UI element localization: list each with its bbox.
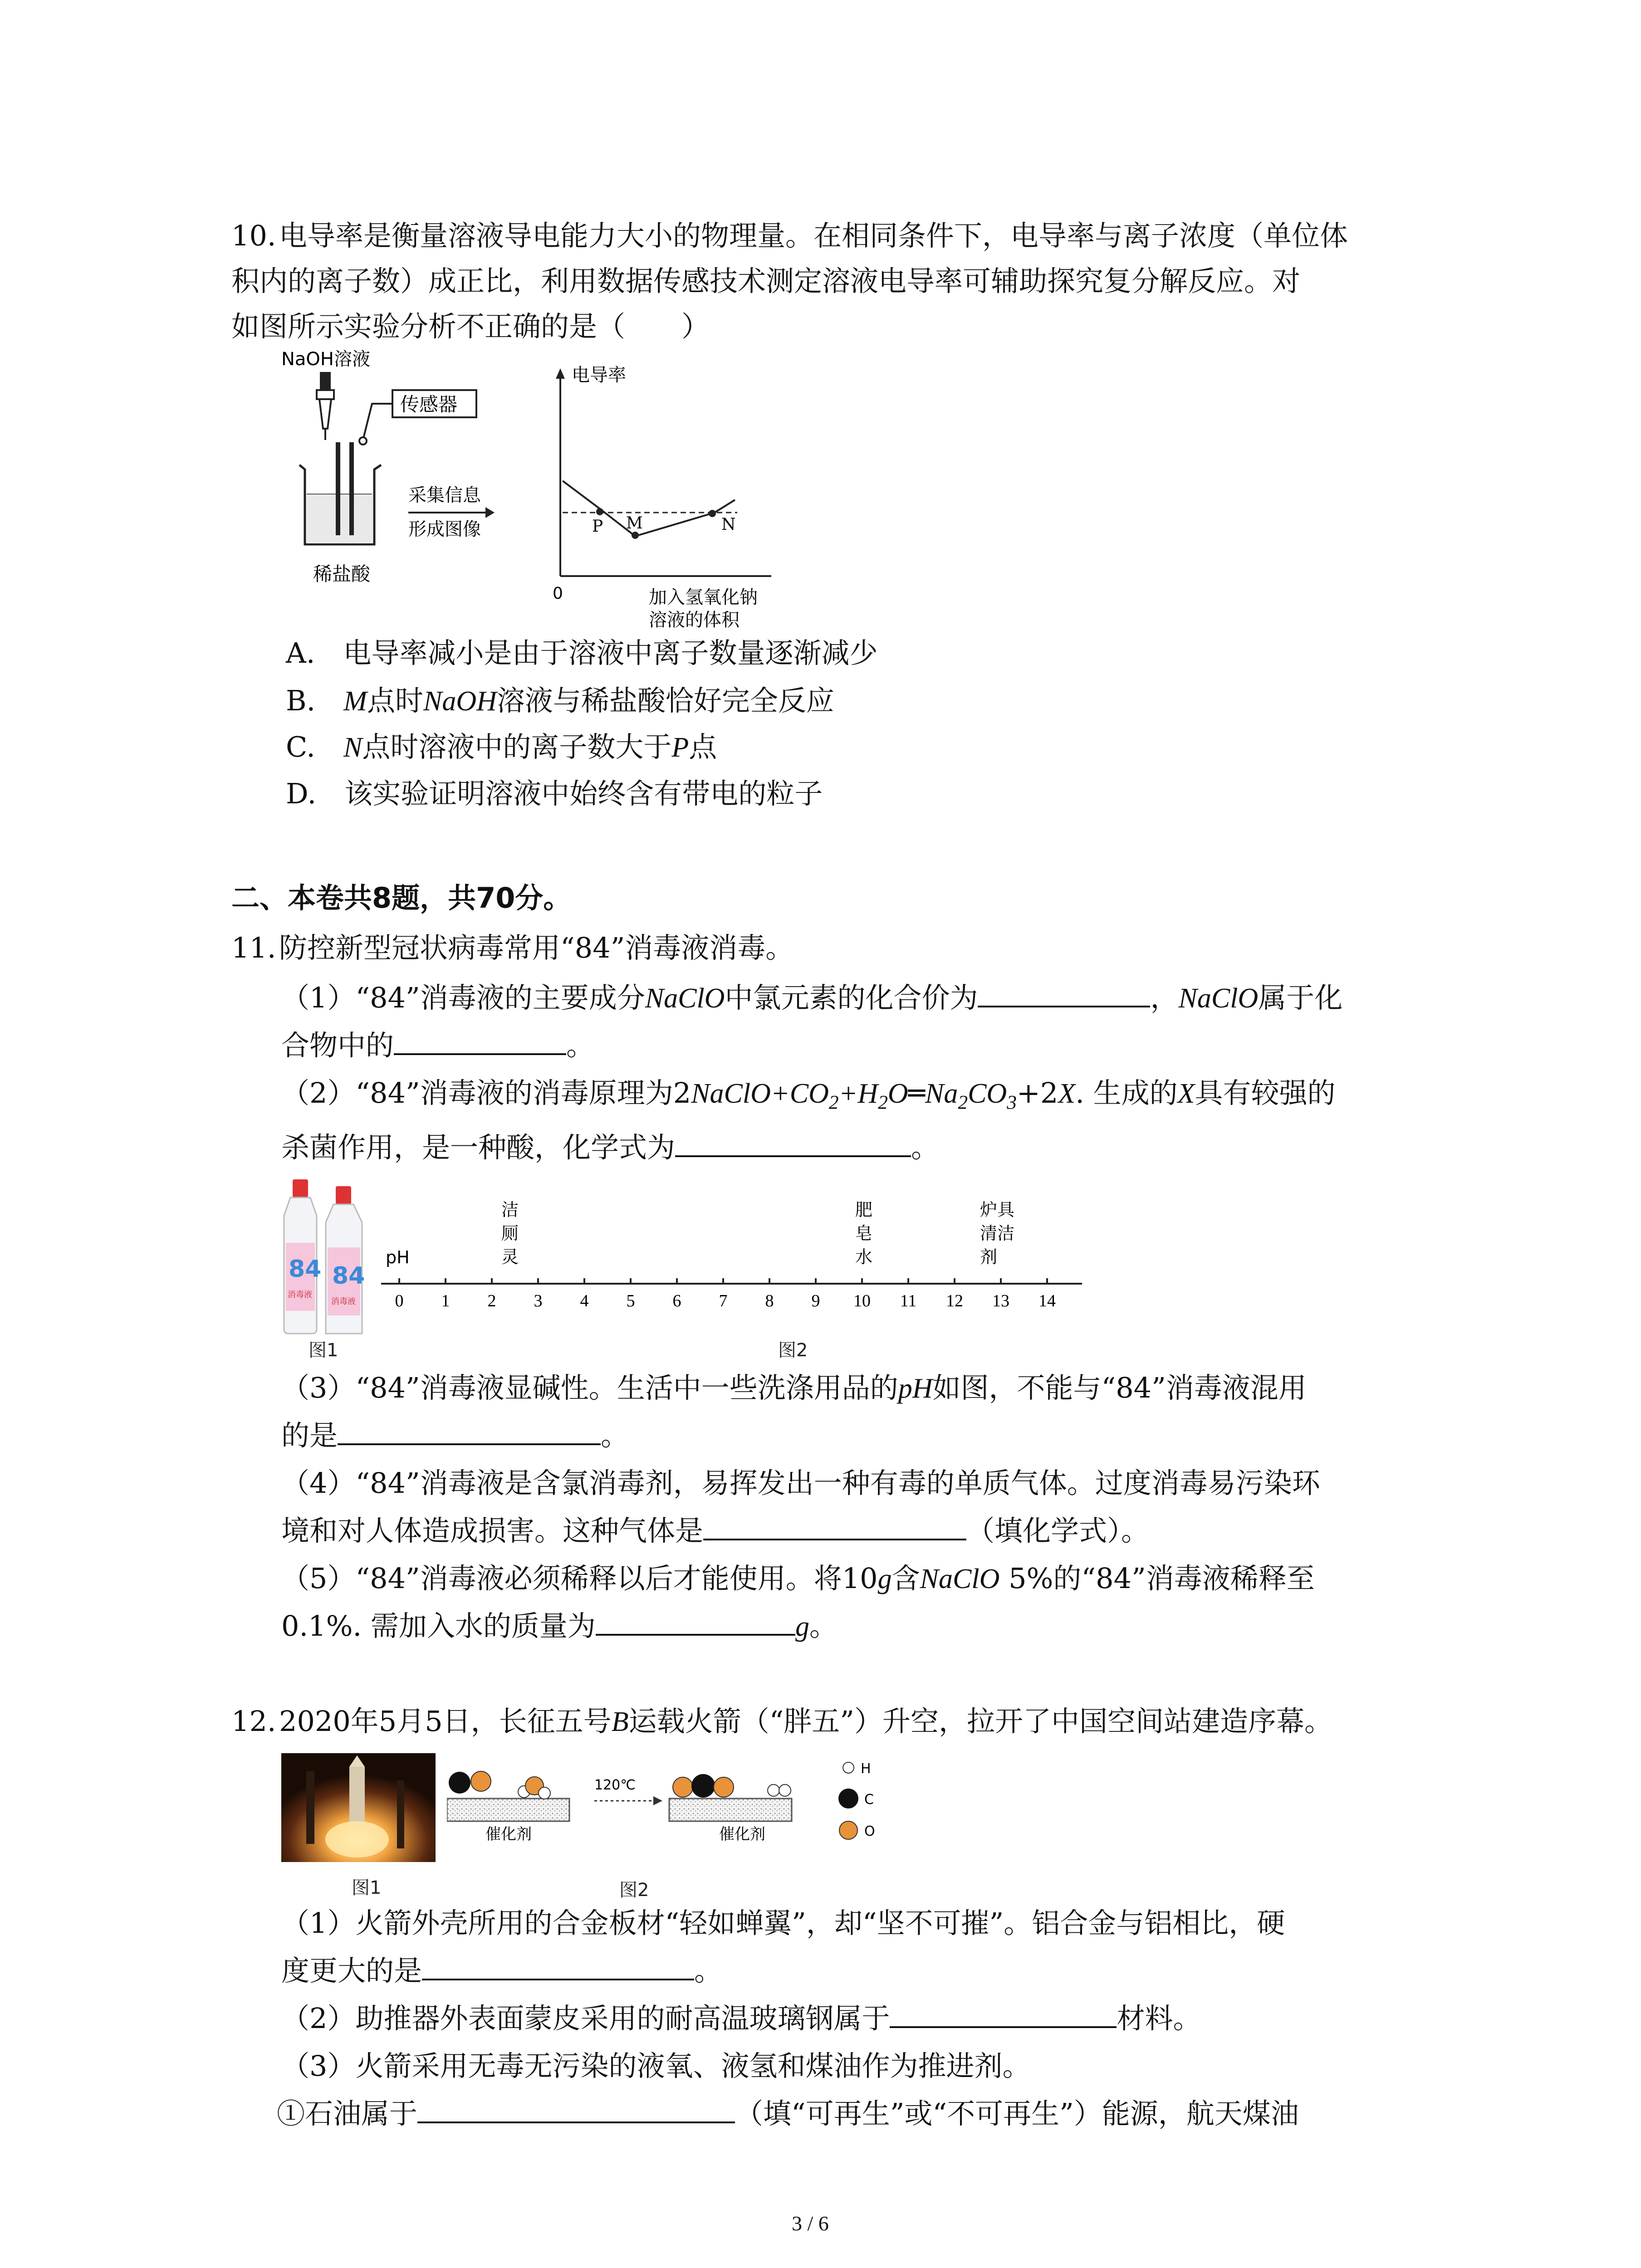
svg-text:消毒液: 消毒液 [331, 1297, 356, 1306]
ph-tick-label: 3 [534, 1291, 543, 1310]
q12-blank-1[interactable] [422, 1949, 694, 1980]
svg-text:M: M [626, 514, 643, 533]
legend-h-icon [843, 1762, 854, 1773]
catalyst-right [669, 1799, 792, 1821]
q12-part2: （2）助推器外表面蒙皮采用的耐高温玻璃钢属于 材料。 [281, 1996, 1201, 2041]
ph-tick-label: 2 [487, 1291, 496, 1310]
q11-number: 11. [231, 931, 276, 964]
q12-part1-line1: （1）火箭外壳所用的合金板材“轻如蝉翼”，却“坚不可摧”。铝合金与铝相比，硬 [281, 1906, 1285, 1940]
svg-text:采集信息: 采集信息 [408, 485, 481, 506]
ph-tick-label: 0 [395, 1291, 404, 1310]
ph-tick-label: 10 [853, 1291, 871, 1310]
q12-blank-2[interactable] [890, 1996, 1117, 2028]
q11-blank-5[interactable] [703, 1509, 966, 1540]
point-m [632, 532, 639, 539]
svg-text:C: C [864, 1792, 874, 1808]
q11-part4-line2: 境和对人体造成损害。这种气体是 （填化学式）。 [281, 1508, 1149, 1554]
q12-part3-sub1: ①石油属于 （填“可再生”或“不可再生”）能源，航天煤油 [277, 2091, 1299, 2136]
q10-stem-line1: 电导率是衡量溶液导电能力大小的物理量。在相同条件下，电导率与离子浓度（单位体 [279, 219, 1348, 252]
rocket-body [349, 1767, 365, 1826]
q11-blank-1[interactable] [978, 976, 1150, 1007]
dropper-bulb [320, 372, 331, 390]
q11-part5-line1: （5）“84”消毒液必须稀释以后才能使用。将10g含NaClO 5%的“84”消毒液稀释至 [281, 1562, 1315, 1595]
q12-fig1-label: 图1 [352, 1877, 382, 1898]
svg-text:皂: 皂 [855, 1223, 873, 1243]
q10-option-d: D. 该实验证明溶液中始终含有带电的粒子 [286, 777, 823, 810]
bottle-cap-1 [293, 1179, 308, 1198]
svg-text:水: 水 [855, 1247, 873, 1267]
svg-text:84: 84 [332, 1262, 365, 1290]
svg-text:溶液的体积: 溶液的体积 [649, 610, 740, 631]
bottle-cap-2 [336, 1186, 351, 1204]
q11-blank-2[interactable] [394, 1023, 566, 1055]
svg-text:炉具: 炉具 [980, 1200, 1015, 1220]
q11-blank-6[interactable] [596, 1604, 795, 1636]
ph-tick-label: 5 [626, 1291, 635, 1310]
svg-text:H: H [861, 1761, 871, 1777]
q10-option-a: A. 电导率减小是由于溶液中离子数量逐渐减少 [286, 636, 878, 670]
q12-number: 12. [231, 1705, 276, 1738]
point-n [709, 510, 716, 517]
svg-text:剂: 剂 [980, 1247, 998, 1267]
x-axis-label: 加入氢氧化钠 [649, 587, 758, 608]
q11-ph-scale-figure [381, 1198, 1098, 1334]
q11-part3-line1: （3）“84”消毒液显碱性。生活中一些洗涤用品的pH如图，不能与“84”消毒液混用 [281, 1371, 1307, 1404]
launch-tower-2 [397, 1780, 404, 1848]
ph-tick-label: 1 [441, 1291, 450, 1310]
q12-stem: 2020年5月5日，长征五号B运载火箭（“胖五”）升空，拉开了中国空间站建造序幕。 [279, 1705, 1332, 1738]
ph-tick-label: 9 [811, 1291, 820, 1310]
q11-fig2-label: 图2 [778, 1340, 808, 1361]
ph-tick-label: 7 [719, 1291, 728, 1310]
q11-part1-line2: 合物中的 。 [281, 1023, 594, 1068]
svg-text:O: O [864, 1823, 875, 1839]
carbon-atom [449, 1772, 470, 1794]
svg-text:P: P [592, 517, 603, 536]
q11-part2-line1: （2）“84”消毒液的消毒原理为$2NaClO+CO_2+H_2O═Na_2CO_3+2X$. 生成的X具有较强的 [281, 1076, 1336, 1114]
q11-part5-line2: 0.1%. 需加入水的质量为 g。 [281, 1603, 838, 1649]
svg-text:厕: 厕 [501, 1223, 519, 1243]
q11-part4-line1: （4）“84”消毒液是含氯消毒剂，易挥发出一种有毒的单质气体。过度消毒易污染环 [281, 1466, 1320, 1500]
q11-part3-line2: 的是 。 [281, 1413, 629, 1458]
page-number: 3 / 6 [792, 2212, 829, 2235]
q11-part1-line1: （1）“84”消毒液的主要成分NaClO中氯元素的化合价为 ，NaClO属于化 [281, 975, 1342, 1021]
point-p [596, 508, 603, 515]
svg-text:催化剂: 催化剂 [485, 1825, 532, 1843]
q10-option-c: C. N点时溶液中的离子数大于P点 [286, 730, 717, 763]
acid-label: 稀盐酸 [313, 563, 371, 585]
svg-text:肥: 肥 [855, 1200, 873, 1220]
q12-blank-3[interactable] [417, 2092, 735, 2123]
q10-stem-line3: 如图所示实验分析不正确的是（ ） [231, 310, 710, 343]
ph-tick-label: 13 [992, 1291, 1009, 1310]
conductivity-curve [563, 481, 735, 536]
ph-label: pH [386, 1247, 410, 1267]
ph-tick-label: 4 [580, 1291, 589, 1310]
svg-text:催化剂: 催化剂 [719, 1825, 765, 1843]
svg-text:形成图像: 形成图像 [408, 519, 481, 540]
q12-reaction-diagram [447, 1758, 910, 1862]
q10-number: 10. [231, 219, 276, 252]
q11-blank-3[interactable] [675, 1125, 911, 1157]
q10-stem-line2: 积内的离子数）成正比，利用数据传感技术测定溶液电导率可辅助探究复分解反应。对 [231, 264, 1301, 298]
q11-stem: 防控新型冠状病毒常用“84”消毒液消毒。 [279, 931, 794, 964]
ph-tick-label: 14 [1038, 1291, 1056, 1310]
q11-part2-line2: 杀菌作用，是一种酸，化学式为 。 [281, 1125, 939, 1170]
ph-tick-label: 8 [765, 1291, 774, 1310]
q11-blank-4[interactable] [338, 1413, 601, 1445]
temperature-label: 120℃ [594, 1777, 636, 1793]
section-2-title: 二、本卷共8题，共70分。 [231, 881, 572, 914]
sensor-label: 传感器 [400, 393, 458, 415]
ph-tick-label: 11 [900, 1291, 917, 1310]
svg-text:洁: 洁 [501, 1200, 519, 1220]
legend-c-icon [838, 1789, 858, 1809]
ph-tick-label: 12 [946, 1291, 963, 1310]
q10-option-b: B. M点时NaOH溶液与稀盐酸恰好完全反应 [286, 684, 834, 717]
launch-tower-1 [306, 1771, 314, 1844]
ph-tick-label: 6 [672, 1291, 681, 1310]
legend-o-icon [839, 1821, 857, 1839]
catalyst-left [447, 1799, 569, 1821]
q12-rocket-photo [281, 1753, 436, 1862]
svg-text:N: N [721, 515, 736, 534]
svg-text:灵: 灵 [501, 1247, 519, 1267]
svg-text:消毒液: 消毒液 [288, 1290, 312, 1300]
origin-label: 0 [553, 584, 563, 603]
q12-part3: （3）火箭采用无毒无污染的液氧、液氢和煤油作为推进剂。 [281, 2049, 1031, 2082]
oxygen-atom [471, 1771, 491, 1791]
naoh-label: NaOH溶液 [281, 349, 370, 370]
q11-fig1-label: 图1 [309, 1340, 338, 1361]
q12-fig2-label: 图2 [619, 1880, 649, 1901]
q12-part1-line2: 度更大的是 。 [281, 1948, 722, 1994]
svg-text:84: 84 [289, 1256, 322, 1283]
svg-text:清洁: 清洁 [980, 1223, 1015, 1243]
y-axis-label: 电导率 [572, 365, 626, 386]
q10-experiment-figure [272, 345, 794, 635]
q11-bottles-figure [281, 1179, 372, 1343]
